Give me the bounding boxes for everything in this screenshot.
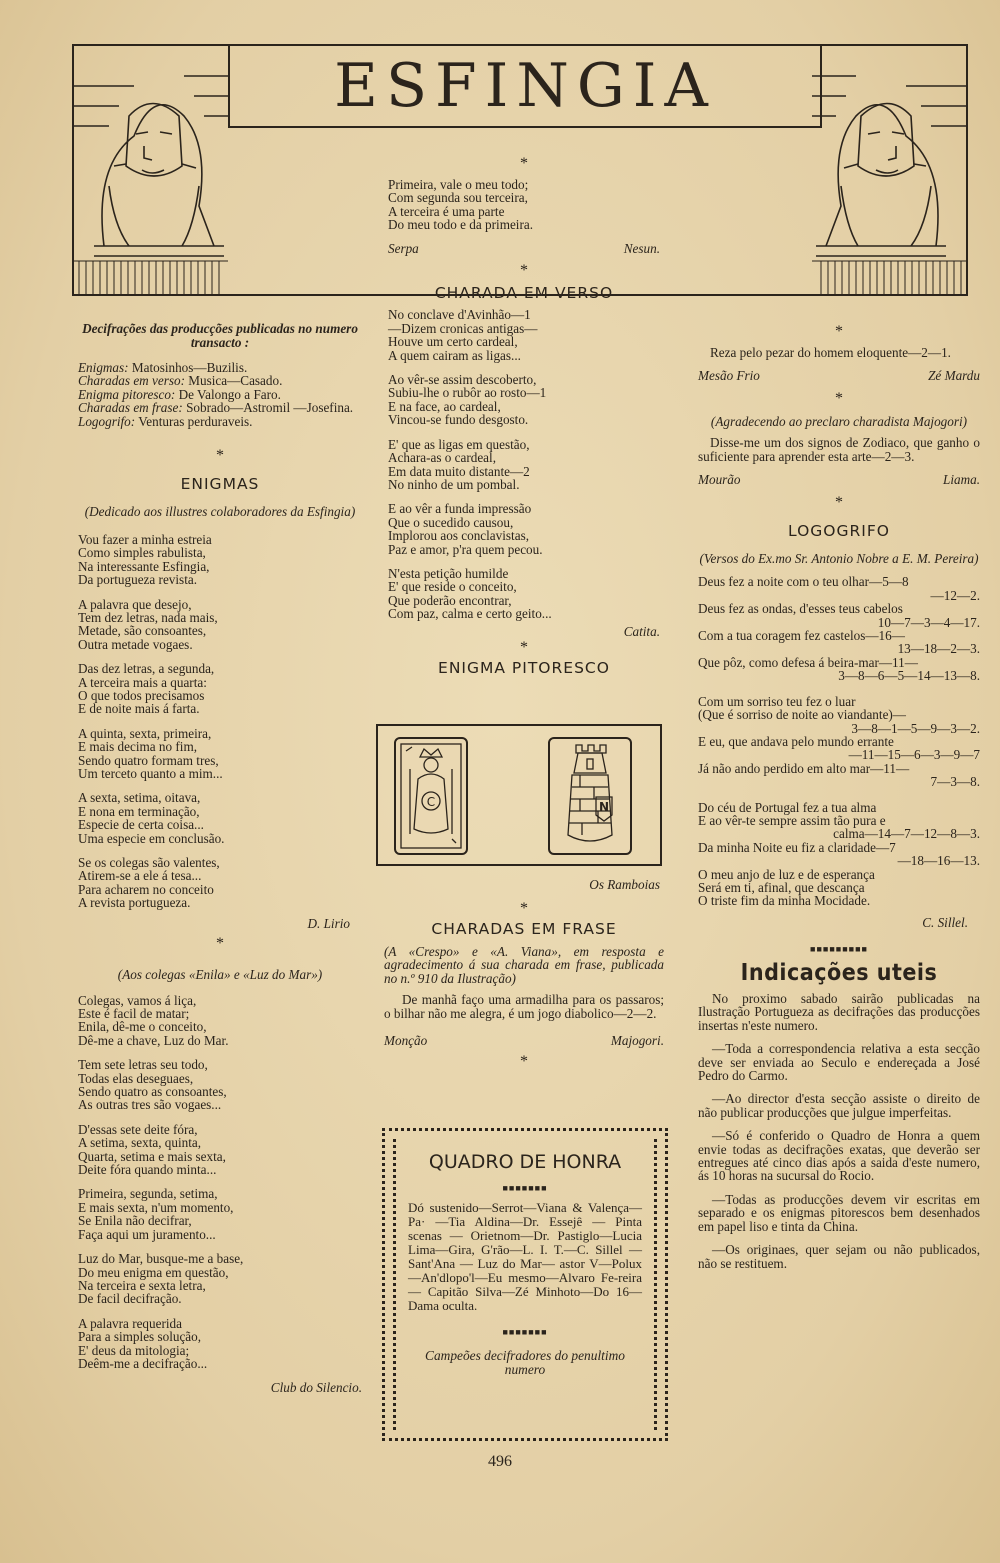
quadro-de-honra-box (382, 1128, 668, 1441)
indicacao-item: —Toda a correspondencia relativa a esta secção deve ser enviada ao Seculo e endereçada a José Pedro do Carmo. (698, 1041, 980, 1084)
decifracoes-list (78, 361, 362, 428)
stanza: No conclave d'Avinhão—1 —Dizem cronicas antigas— Houve um certo cardeal, A quem cairam as ligas... (388, 307, 538, 363)
enigma2-author: Club do Silencio. (270, 1380, 362, 1396)
frase-heading: CHARADAS EM FRASE (431, 920, 617, 939)
pitoresco-author: Os Ramboias (589, 877, 660, 892)
enigmas-dedication: (Dedicado aos illustres colaboradores da Esfingia) (84, 504, 356, 520)
right-column (698, 322, 980, 1270)
disse-text: Disse-me um dos signos de Zodiaco, que ganho o suficiente para aprender esta arte—2—3. (698, 435, 980, 464)
indicacao-item: No proximo sabado sairão publicadas na Ilustração Portugueza as decifrações das producções insertas n'este numero. (698, 991, 980, 1033)
disse-dedication: (Agradecendo ao preclaro charadista Majogori) (710, 413, 968, 429)
frase-dedication: (A «Crespo» e «A. Viana», em resposta e agradecimento á sua charada em frase, publicada no n.º 910 da Ilustração) (384, 943, 664, 986)
indicacao-item: —Os originaes, quer sejam ou não publicados, não se restituem. (698, 1242, 980, 1271)
separator-star: * (520, 638, 528, 656)
honra-footer: Campeões decifradores do penultimo numero (425, 1348, 625, 1377)
logogrifo-author: C. Sillel. (922, 914, 968, 930)
separator-star: * (216, 935, 224, 953)
logogrifo-verse-1: Deus fez a noite com o teu olhar—5—8 —12—2. Deus fez as ondas, d'esses teus cabelos 10—7—3—4—17. Com a tua coragem fez castelos—16— 13—18—2—3. Que pôz, como defesa á beira-mar—11— 3—8—6—5—14—13—8. (698, 574, 980, 684)
enigma1-verse (78, 533, 362, 910)
disse-signature: Mourão Liama. (698, 472, 980, 488)
stanza: Primeira, segunda, setima, E mais sexta, n'um momento, Se Enila não decifrar, Faça aqui um juramento... (78, 1186, 234, 1242)
sphinx-right-illustration (812, 46, 966, 294)
reza-signature: Mesão Frio Zé Mardu (698, 368, 980, 384)
stanza: Tem sete letras seu todo, Todas elas deseguaes, Sendo quatro as consoantes, As outras tres são vogaes... (78, 1057, 227, 1113)
decifracoes-title: Decifrações das producções publicadas no numero transacto : (82, 321, 358, 350)
separator-star: * (520, 900, 528, 918)
indicacoes-list (698, 992, 980, 1270)
separator-star: * (835, 493, 843, 511)
king-card-image (394, 737, 468, 855)
card-letter-n: N (598, 800, 610, 814)
decif-item: Charadas em verso: Musica—Casado. (78, 373, 283, 389)
logogrifo-verse-3: Do céu de Portugal fez a tua alma E ao vêr-te sempre assim tão pura e calma—14—7—12—8—3. Da minha Noite eu fiz a claridade—7 —18—16—13. O meu anjo de luz e de esperança Será em ti, afinal, que descança O triste fim da minha Mocidade. (698, 799, 980, 909)
indicacoes-heading: Indicações uteis (740, 959, 938, 986)
stanza: Se os colegas são valentes, Atirem-se a ele á tesa... Para acharem no conceito A revista portugueza. (78, 855, 220, 911)
stanza: D'essas sete deite fóra, A setima, sexta, quinta, Quarta, setima e mais sexta, Deite fóra quando minta... (78, 1121, 226, 1178)
enigma1-author: D. Lirio (307, 915, 350, 931)
pitoresco-heading: ENIGMA PITORESCO (438, 658, 610, 677)
decif-item: Charadas em frase: Sobrado—Astromil —Josefina. (78, 400, 354, 416)
stanza: Colegas, vamos á liça, Este é facil de matar; Enila, dê-me o conceito, Dê-me a chave, Luz do Mar. (78, 992, 229, 1048)
stanza: Luz do Mar, busque-me a base, Do meu enigma em questão, Na terceira e sexta letra, De facil decifração. (78, 1251, 244, 1307)
top-verse: Primeira, vale o meu todo; Com segunda sou terceira, A terceira é uma parte Do meu todo e da primeira. (388, 177, 534, 233)
title-band (228, 46, 822, 128)
stanza: N'esta petição humilde E' que reside o conceito, Que poderão encontrar, Com paz, calma e certo geito... (388, 565, 552, 622)
indicacao-item: —Ao director d'esta secção assiste o direito de não publicar producções que julgue imperfeitas. (698, 1091, 980, 1120)
reza-text: Reza pelo pezar do homem eloquente—2—1. (710, 345, 951, 360)
separator-star: * (520, 1052, 528, 1070)
honra-text: Dó sustenido—Serrot—Viana & Valença—Pa· —Tia Aldina—Dr. Essejê — Pinta scenas — Orietnom—Dr. Pastiglo—Lucia Lima—Gira, G'rão—L. I. T.—C. Sillel — Sant'Ana — Luz do Mar— astor V—Polux—An'dlopo'l—Eu mesmo—Alvaro Fe-reira — Capitão Silva—Zé Minhoto—Do 16—Dama oculta. (408, 1200, 642, 1313)
sphinx-left-illustration (74, 46, 228, 294)
charada-heading: CHARADA EM VERSO (434, 284, 614, 303)
card-letter-c: C (426, 795, 436, 809)
stanza: A palavra que desejo, Tem dez letras, nada mais, Metade, são consoantes, Outra metade vogaes. (78, 596, 218, 652)
decif-item: Logogrifo: Venturas perduraveis. (78, 413, 253, 429)
page-number: 496 (488, 1453, 512, 1470)
quadro-de-honra-inner (393, 1139, 657, 1430)
stanza: A quinta, sexta, primeira, E mais decima no fim, Sendo quatro formam tres, Um terceto quanto a mim... (78, 725, 223, 782)
stanza: Vou fazer a minha estreia Como simples rabulista, Na interessante Esfingia, Da portugueza revista. (78, 531, 212, 588)
logogrifo-heading: LOGOGRIFO (788, 521, 890, 540)
stanza: E' que as ligas em questão, Achara-as o cardeal, Em data muito distante—2 No ninho de um pombal. (388, 436, 530, 492)
stanza: Ao vêr-se assim descoberto, Subiu-lhe o rubôr ao rosto—1 E na face, ao cardeal, Vincou-se fundo desgosto. (388, 372, 547, 428)
logogrifo-verse-2: Com um sorriso teu fez o luar (Que é sorriso de noite ao viandante)— 3—8—1—5—9—3—2. E eu, que andava pelo mundo errante —11—15—6—3—9—7 Já não ando perdido em alto mar—11— 7—3—8. (698, 693, 980, 790)
tower-card-image (548, 737, 632, 855)
decif-item: Enigmas: Matosinhos—Buzilis. (78, 360, 248, 375)
stanza: A palavra requerida Para a simples solução, E' deus da mitologia; Deêm-me a decifração... (78, 1315, 208, 1371)
enigma-pitoresco-picture (376, 724, 662, 866)
separator-star: * (216, 447, 224, 465)
charada-author: Catita. (623, 623, 660, 639)
stanza: E ao vêr a funda impressão Que o sucedido causou, Implorou aos conclavistas, Paz e amor, p'ra quem pecou. (388, 501, 543, 557)
indicacao-item: —Todas as producções devem vir escritas em separado e os enigmas pitorescos bem desenhados em papel liso e tinta da China. (698, 1191, 980, 1234)
logogrifo-dedication: (Versos do Ex.mo Sr. Antonio Nobre a E. M. Pereira) (699, 550, 979, 566)
enigma2-dedication: (Aos colegas «Enila» e «Luz do Mar») (117, 967, 323, 983)
indicacao-item: —Só é conferido o Quadro de Honra a quem envie todas as decifrações exatas, que deverão ser entregues até cinco dias após a saida d'este numero, ás 10 horas na sucursal do Rocio. (698, 1128, 980, 1184)
left-column (78, 322, 362, 1401)
charada-verse (388, 308, 660, 620)
enigma2-verse (78, 994, 362, 1371)
separator-star: * (835, 389, 843, 407)
top-signature: Serpa Nesun. (388, 240, 660, 256)
frase-text: De manhã faço uma armadilha para os passaros; o bilhar não me alegra, é um jogo diabolico—2—2. (384, 992, 664, 1021)
honra-separator: ■■■■■■■ (502, 1327, 548, 1337)
separator-star: * (520, 155, 528, 172)
decif-item: Enigma pitoresco: De Valongo a Faro. (78, 386, 281, 402)
middle-column (388, 156, 660, 683)
frase-signature: Monção Majogori. (384, 1033, 664, 1049)
stanza: A sexta, setima, oitava, E nona em terminação, Especie de certa coisa... Uma especie em conclusão. (78, 790, 225, 846)
section-separator: ■■■■■■■■■ (810, 944, 868, 955)
honra-separator: ■■■■■■■ (502, 1183, 548, 1193)
separator-star: * (835, 323, 843, 340)
middle-column-lower (384, 872, 664, 1074)
honra-title: QUADRO DE HONRA (428, 1151, 622, 1173)
enigmas-heading: ENIGMAS (180, 475, 260, 494)
separator-star: * (520, 262, 528, 280)
stanza: Das dez letras, a segunda, A terceira mais a quarta: O que todos precisamos E de noite mais á farta. (78, 661, 215, 717)
page-title: ESFINGIA (334, 51, 716, 121)
